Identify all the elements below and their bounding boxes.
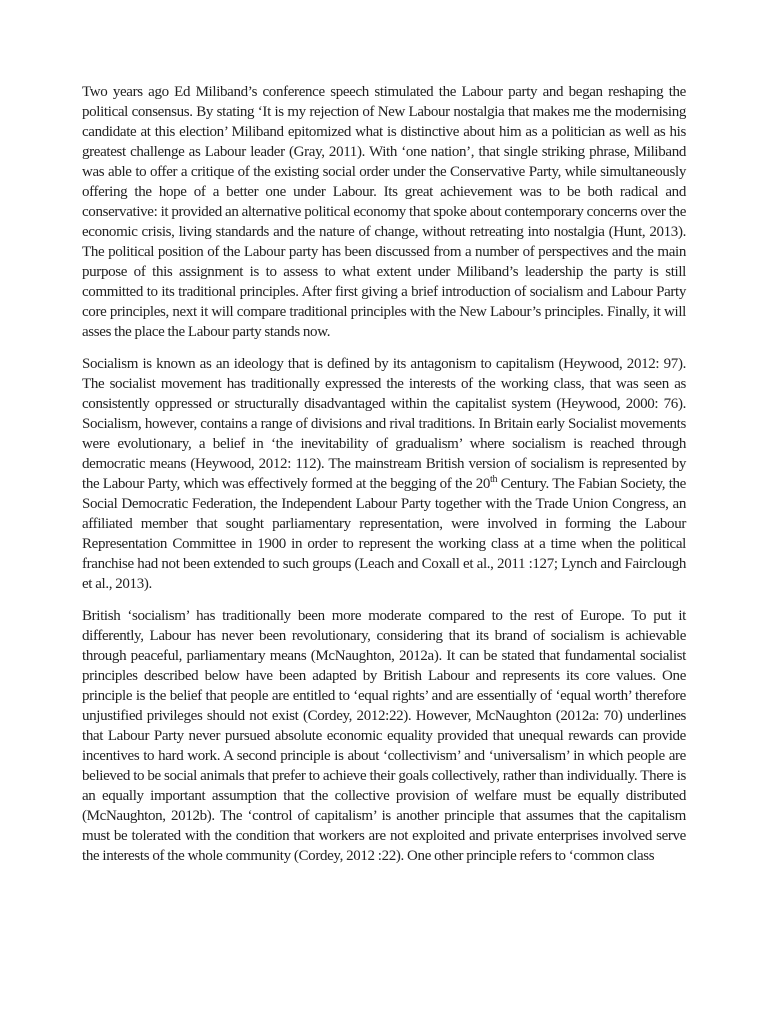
paragraph-socialism-text-b: Century. The Fabian Society, the Social Democratic Federation, the Independent Labour Party together with the Trade Union Congress, an affiliated member that sought parliamentary representation, were involved in forming the Labour Representation Committee in 1900 in order to represent the working class at a time when the political franchise had not been extended to such groups (Leach and Coxall et al., 2011 :127; Lynch and Fairclough et al., 2013).	[82, 476, 686, 592]
ordinal-superscript: th	[490, 474, 498, 485]
paragraph-socialism	[82, 354, 686, 594]
paragraph-british-socialism: British ‘socialism’ has traditionally been more moderate compared to the rest of Europe. To put it differently, Labour has never been revolutionary, considering that its brand of socialism is achievable through peaceful, parliamentary means (McNaughton, 2012a). It can be stated that fundamental socialist principles described below have been adapted by British Labour and represents its core values. One principle is the belief that people are entitled to ‘equal rights’ and are essentially of ‘equal worth’ therefore unjustified privileges should not exist (Cordey, 2012:22). However, McNaughton (2012a: 70) underlines that Labour Party never pursued absolute economic equality provided that unequal rewards can provide incentives to hard work. A second principle is about ‘collectivism’ and ‘universalism’ in which people are believed to be social animals that prefer to achieve their goals collectively, rather than individually. There is an equally important assumption that the collective provision of welfare must be equally distributed (McNaughton, 2012b). The ‘control of capitalism’ is another principle that assumes that the capitalism must be tolerated with the condition that workers are not exploited and private enterprises involved serve the interests of the whole community (Cordey, 2012 :22). One other principle refers to ‘common class	[82, 608, 686, 864]
document-body	[82, 82, 686, 878]
paragraph-socialism-text-a: Socialism is known as an ideology that is defined by its antagonism to capitalism (Heywood, 2012: 97). The socialist movement has traditionally expressed the interests of the working class, that was seen as consistently oppressed or structurally disadvantaged within the capitalist system (Heywood, 2000: 76). Socialism, however, contains a range of divisions and rival traditions. In Britain early Socialist movements were evolutionary, a belief in ‘the inevitability of gradualism’ where socialism is reached through democratic means (Heywood, 2012: 112). The mainstream British version of socialism is represented by the Labour Party, which was effectively formed at the begging of the 20	[82, 356, 686, 492]
paragraph-intro: Two years ago Ed Miliband’s conference speech stimulated the Labour party and began reshaping the political consensus. By stating ‘It is my rejection of New Labour nostalgia that makes me the modernising candidate at this election’ Miliband epitomized what is distinctive about him as a politician as well as his greatest challenge as Labour leader (Gray, 2011). With ‘one nation’, that single striking phrase, Miliband was able to offer a critique of the existing social order under the Conservative Party, while simultaneously offering the hope of a better one under Labour. Its great achievement was to be both radical and conservative: it provided an alternative political economy that spoke about contemporary concerns over the economic crisis, living standards and the nature of change, without retreating into nostalgia (Hunt, 2013). The political position of the Labour party has been discussed from a number of perspectives and the main purpose of this assignment is to assess to what extent under Miliband’s leadership the party is still committed to its traditional principles. After first giving a brief introduction of socialism and Labour Party core principles, next it will compare traditional principles with the New Labour’s principles. Finally, it will asses the place the Labour party stands now.	[82, 84, 686, 340]
